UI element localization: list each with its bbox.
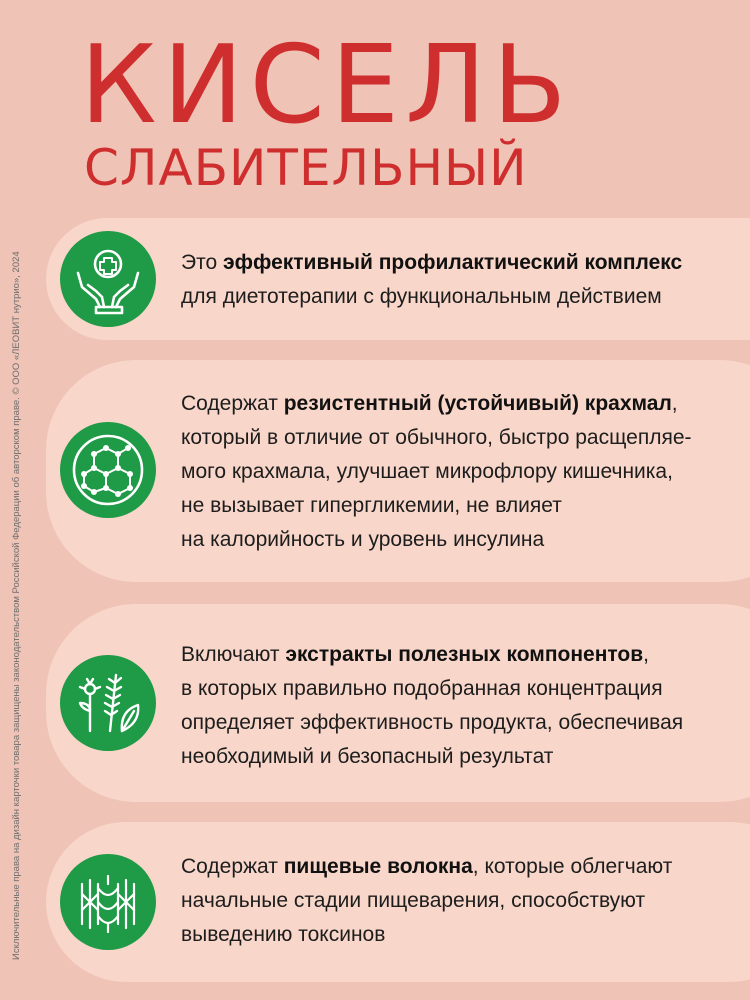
dietary-fiber-icon: [60, 854, 156, 950]
feature-text-4: [181, 850, 721, 952]
feature-1-prefix: Это: [181, 251, 223, 274]
feature-3-line-3: необходимый и безопасный результат: [181, 745, 554, 768]
feature-3-line-1: в которых правильно подобранная концентрация: [181, 677, 663, 700]
feature-2-line-4: на калорийность и уровень инсулина: [181, 528, 545, 551]
feature-text-2: [181, 387, 721, 557]
herbs-plants-icon: [60, 655, 156, 751]
feature-4-line-2: выведению токсинов: [181, 923, 386, 946]
feature-text-3: [181, 638, 721, 774]
feature-3-prefix: Включают: [181, 643, 286, 666]
feature-4-prefix: Содержат: [181, 855, 284, 878]
feature-4-suffix: , которые облегчают: [472, 855, 673, 878]
feature-3-highlight: экстракты полезных компонентов: [285, 643, 644, 666]
feature-3-line-2: определяет эффективность продукта, обеспечивая: [181, 711, 684, 734]
feature-2-line-3: не вызывает гипергликемии, не влияет: [181, 494, 562, 517]
feature-text-1: [181, 246, 721, 314]
hands-medical-cross-icon: [60, 231, 156, 327]
feature-2-line-1: который в отличие от обычного, быстро расщепляе-: [181, 426, 692, 449]
feature-3-suffix: ,: [643, 643, 649, 666]
feature-2-suffix: ,: [671, 392, 678, 415]
molecule-structure-icon: [60, 422, 156, 518]
feature-4-line-1: начальные стадии пищеварения, способствуют: [181, 889, 646, 912]
copyright-note: Исключительные права на дизайн карточки товара защищены законодательством Российской Федерации об авторском праве. © ООО «ЛЕОВИТ нутрио», 2024: [11, 251, 22, 960]
feature-1-highlight: эффективный профилактический комплекс: [223, 251, 683, 274]
feature-1-line-1: для диетотерапии с функциональным действием: [181, 285, 662, 308]
feature-2-highlight: резистентный (устойчивый) крахмал: [283, 392, 672, 415]
feature-2-prefix: Содержат: [181, 392, 284, 415]
feature-4-highlight: пищевые волокна: [283, 855, 473, 878]
feature-2-line-2: мого крахмала, улучшает микрофлору кишечника,: [181, 460, 673, 483]
page-title: КИСЕЛЬ: [80, 23, 573, 148]
page-subtitle: СЛАБИТЕЛЬНЫЙ: [84, 139, 528, 197]
